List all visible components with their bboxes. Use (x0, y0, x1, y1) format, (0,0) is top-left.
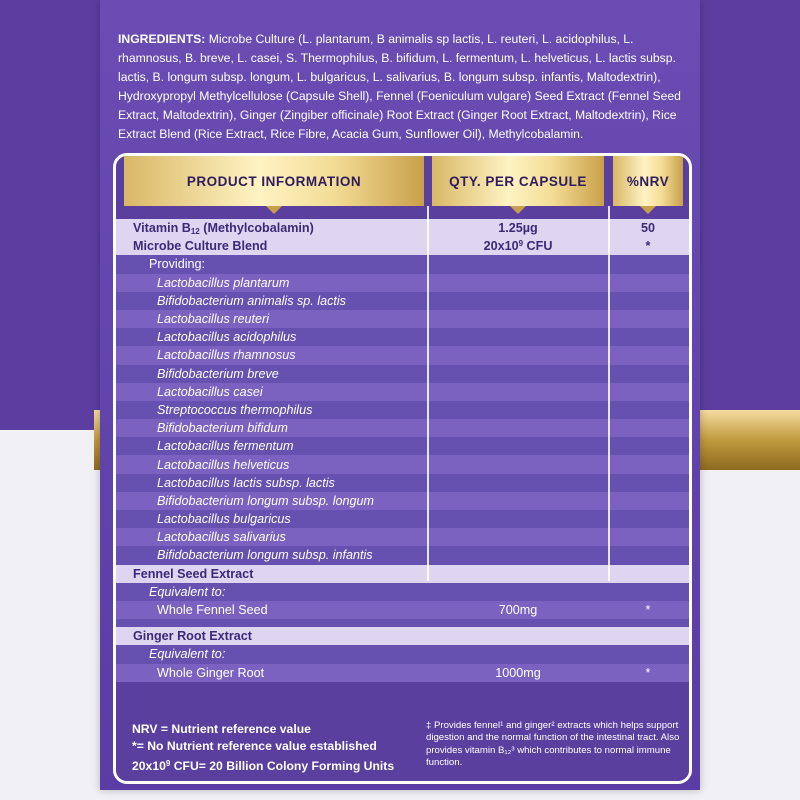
ingredients-block (118, 30, 684, 144)
table-body (116, 219, 689, 682)
header-product-information: PRODUCT INFORMATION (124, 156, 424, 206)
fennel-equivalent-label: Equivalent to: (149, 584, 226, 599)
strain-name: Lactobacillus fermentum (157, 439, 294, 454)
footer-definitions (132, 721, 394, 775)
fennel-nrv: * (645, 603, 651, 618)
ginger-equivalent-label: Equivalent to: (149, 647, 226, 662)
star-definition: *= No Nutrient reference value established (132, 739, 377, 753)
header-notch (640, 206, 656, 214)
table-row-fennel (116, 565, 689, 583)
table-row-strain (116, 328, 689, 346)
table-row-strain (116, 292, 689, 310)
strain-name: Bifidobacterium breve (157, 366, 279, 381)
ginger-nrv: * (645, 665, 651, 680)
table-row-strain (116, 365, 689, 383)
providing-label: Providing: (149, 257, 206, 272)
table-row-vitamin-b12 (116, 219, 689, 237)
vitamin-name: Vitamin $B_{12}$ (Methylcobalamin) (133, 220, 314, 236)
strain-name: Streptococcus thermophilus (157, 402, 313, 417)
column-divider (427, 206, 429, 581)
vitamin-nrv: 50 (640, 221, 655, 236)
table-row-strain (116, 546, 689, 564)
microbe-name: Microbe Culture Blend (133, 239, 268, 254)
table-row-strain (116, 437, 689, 455)
table-row-strain (116, 528, 689, 546)
strain-name: Bifidobacterium longum subsp. longum (157, 493, 375, 508)
table-row-strain (116, 274, 689, 292)
fennel-qty: 700mg (498, 603, 538, 618)
strain-name: Lactobacillus reuteri (157, 312, 270, 327)
table-row-strain (116, 455, 689, 473)
nrv-definition: NRV = Nutrient reference value (132, 722, 311, 736)
cfu-definition: $20x10^9$ CFU= 20 Billion Colony Forming Units (132, 759, 395, 773)
table-row-ginger (116, 627, 689, 645)
strain-name: Bifidobacterium animalis sp. lactis (157, 293, 346, 308)
strain-name: Bifidobacterium bifidum (157, 421, 288, 436)
header-notch (510, 206, 526, 214)
table-row-providing (116, 255, 689, 273)
fennel-name: Fennel Seed Extract (133, 566, 254, 581)
microbe-qty: $20x10^9$ CFU (483, 239, 553, 254)
table-row-ginger-equivalent (116, 645, 689, 663)
whole-ginger-name: Whole Ginger Root (157, 665, 265, 680)
table-row-microbe-blend (116, 237, 689, 255)
strain-name: Lactobacillus rhamnosus (157, 348, 296, 363)
header-qty-per-capsule: QTY. PER CAPSULE (432, 156, 604, 206)
table-row-strain (116, 401, 689, 419)
table-row-strain (116, 474, 689, 492)
table-row-strain (116, 310, 689, 328)
ingredients-text: Microbe Culture (L. plantarum, B animalis sp lactis, L. reuteri, L. acidophilus, L. rhamnosus, B. breve, L. casei, S. Thermophilus, B. bifidum, L. fermentum, L. helveticus, L. lactis subsp. lactis, B. longum subsp. longum, L. bulgaricus, L. salivarius, B. longum subsp. infantis, Maltodextrin), Hydroxypropyl Methylcellulose (Capsule Shell), Fennel (Foeniculum vulgare) Seed Extract (Fennel Seed Extract, Maltodextrin), Ginger (Zingiber officinale) Root Extract (Ginger Root Extract, Maltodextrin), Rice Extract Blend (Rice Extract, Rice Fibre, Acacia Gum, Sunflower Oil), Methylcobalamin. (118, 32, 681, 141)
footer-note: ‡ Provides fennel¹ and ginger² extracts which helps support digestion and the normal function of the intestinal tract. Also provides vitamin B₁₂³ which contributes to normal immune function. (426, 720, 680, 768)
strain-name: Lactobacillus bulgaricus (157, 512, 291, 527)
table-row-strain (116, 419, 689, 437)
ginger-qty: 1000mg (495, 665, 541, 680)
strain-name: Bifidobacterium longum subsp. infantis (157, 548, 373, 563)
ginger-name: Ginger Root Extract (133, 629, 252, 644)
vitamin-qty: 1.25µg (498, 221, 538, 236)
whole-fennel-name: Whole Fennel Seed (157, 603, 268, 618)
strain-name: Lactobacillus lactis subsp. lactis (157, 475, 335, 490)
table-row-strain (116, 510, 689, 528)
table-row-whole-ginger (116, 664, 689, 682)
table-row-strain (116, 492, 689, 510)
ingredients-label: INGREDIENTS: (118, 32, 206, 46)
header-notch (266, 206, 282, 214)
table-row-strain (116, 346, 689, 364)
strain-name: Lactobacillus salivarius (157, 530, 286, 545)
column-divider (608, 206, 610, 581)
strain-name: Lactobacillus acidophilus (157, 330, 297, 345)
table-row-whole-fennel (116, 601, 689, 619)
table-spacer (116, 619, 689, 627)
strain-name: Lactobacillus helveticus (157, 457, 290, 472)
table-row-strain (116, 383, 689, 401)
strain-name: Lactobacillus plantarum (157, 275, 290, 290)
strain-name: Lactobacillus casei (157, 384, 263, 399)
header-nrv: %NRV (613, 156, 683, 206)
table-footer (116, 711, 689, 781)
table-row-fennel-equivalent (116, 583, 689, 601)
microbe-nrv: * (645, 239, 651, 254)
product-information-table (113, 153, 692, 784)
strain-list (116, 274, 689, 565)
